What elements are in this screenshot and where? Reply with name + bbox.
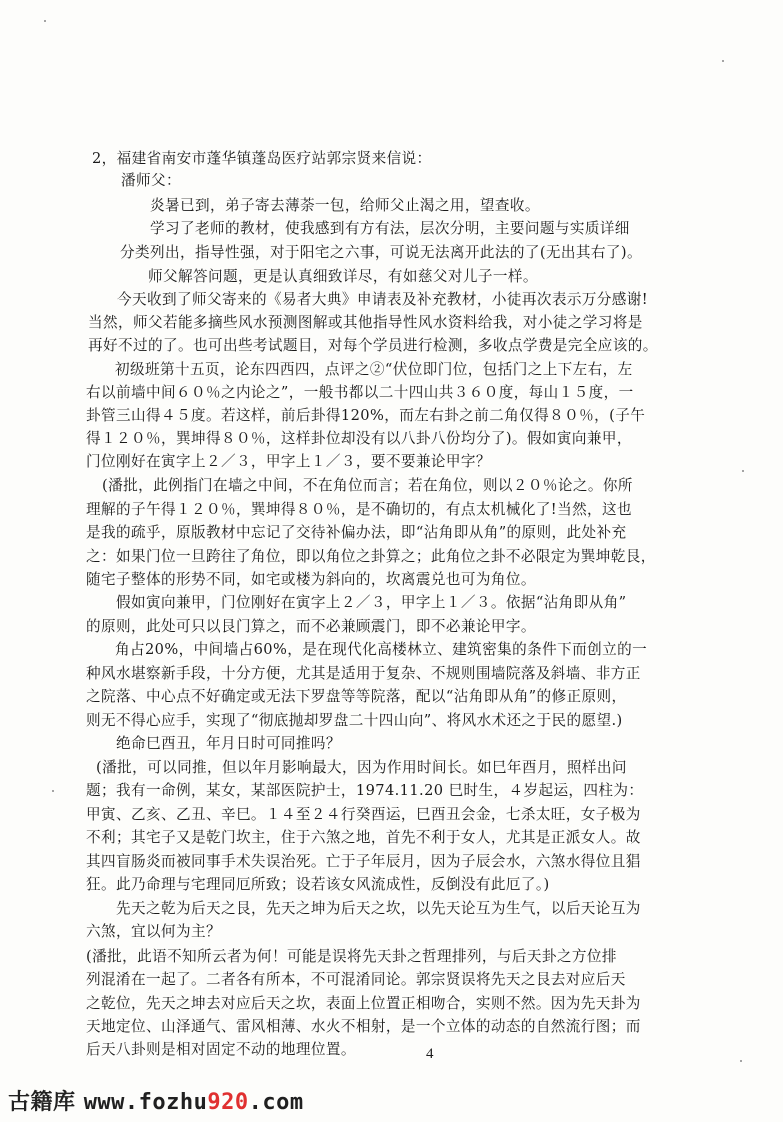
text-line: 假如寅向兼甲，门位刚好在寅字上２／３，甲字上１／３。依据“沾角即从角” bbox=[116, 594, 627, 611]
text-line: 初级班第十五页，论东四西四，点评之②“伏位即门位，包括门之上下左右，左 bbox=[115, 361, 633, 378]
text-line: 当然，师父若能多摘些风水预测图解或其他指导性风水资料给我，对小徒之学习将是 bbox=[88, 314, 643, 331]
watermark bbox=[8, 1085, 304, 1116]
watermark-url-prefix: www.fozhu bbox=[83, 1090, 208, 1115]
text-line: 得１２０％，巽坤得８０％，这样卦位却没有以八卦八份均分了)。假如寅向兼甲， bbox=[86, 430, 632, 447]
scan-speck bbox=[740, 1060, 742, 1062]
text-line: 先天之乾为后天之艮，先天之坤为后天之坎，以先天论互为生气，以后天论互为 bbox=[116, 900, 641, 917]
text-line: 是我的疏乎，原版教材中忘记了交待补偏办法，即“沾角即从角”的原则，此处补充 bbox=[86, 524, 627, 541]
text-line: 师父解答问题，更是认真细致详尽，有如慈父对儿子一样。 bbox=[148, 268, 538, 285]
text-line: 题；我有一命例，某女，某部医院护士，1974.11.20 巳时生，４岁起运，四柱为： bbox=[86, 782, 644, 799]
text-line: 卦管三山得４５度。若这样，前后卦得120%，而左右卦之前二角仅得８０％，(子午 bbox=[86, 407, 646, 424]
text-line: 列混淆在一起了。二者各有所本，不可混淆同论。郭宗贤误将先天之艮去对应后天 bbox=[86, 971, 626, 988]
text-line: (潘批，可以同推，但以年月影响最大，因为作用时间长。如巳年酉月，照样出问 bbox=[96, 759, 627, 776]
text-line: 之：如果门位一旦跨往了角位，即以角位之卦算之；此角位之卦不必限定为巽坤乾艮， bbox=[86, 548, 656, 565]
text-line: 分类列出，指导性强，对于阳宅之六事，可说无法离开此法的了(无出其右了)。 bbox=[120, 244, 642, 261]
text-line: 随宅子整体的形势不同，如宅或楼为斜向的，坎离震兑也可为角位。 bbox=[86, 571, 536, 588]
text-line: 狂。此乃命理与宅理同厄所致；设若该女风流成性，反倒没有此厄了。) bbox=[86, 876, 550, 893]
text-line: 绝命巳酉丑，年月日时可同推吗？ bbox=[116, 735, 341, 752]
text-line: 右以前墙中间６０％之内论之”，一般书都以二十四山共３６０度，每山１５度，一 bbox=[86, 384, 634, 401]
text-line: 不利；其宅子又是乾门坎主，住于六煞之地，首先不利于女人，尤其是正派女人。故 bbox=[86, 829, 641, 846]
text-line: 2，福建省南安市蓬华镇蓬岛医疗站郭宗贤来信说： bbox=[92, 150, 432, 167]
text-line: 的原则，此处可只以艮门算之，而不必兼顾震门，即不必兼论甲字。 bbox=[86, 618, 536, 635]
scan-speck bbox=[722, 60, 724, 62]
scan-speck bbox=[52, 790, 54, 792]
text-line: 甲寅、乙亥、乙丑、辛巳。１４至２４行癸酉运，巳酉丑会金，七杀太旺，女子极为 bbox=[86, 806, 641, 823]
text-line: 之院落、中心点不好确定或无法下罗盘等等院落，配以“沾角即从角”的修正原则， bbox=[86, 688, 627, 705]
text-line: (潘批，此例指门在墙之中间，不在角位而言；若在角位，则以２０％论之。你所 bbox=[102, 477, 633, 494]
text-line: 今天收到了师父寄来的《易者大典》申请表及补充教材，小徒再次表示万分感谢! bbox=[117, 291, 649, 308]
watermark-url-suffix: .com bbox=[248, 1090, 304, 1115]
text-line: 潘师父： bbox=[121, 172, 181, 189]
text-line: 则无不得心应手，实现了“彻底抛却罗盘二十四山向”、将风水术还之于民的愿望.) bbox=[86, 712, 623, 729]
watermark-url-number: 920 bbox=[207, 1090, 249, 1115]
text-line: 再好不过的了。也可出些考试题目，对每个学员进行检测，多收点学费是完全应该的。 bbox=[88, 337, 658, 354]
text-line: 六煞，宜以何为主？ bbox=[86, 923, 221, 940]
text-line: 角占20%，中间墙占60%，是在现代化高楼林立、建筑密集的条件下而创立的一 bbox=[115, 641, 648, 658]
text-line: 门位刚好在寅字上２／３，甲字上１／３，要不要兼论甲字？ bbox=[86, 453, 491, 470]
scan-speck bbox=[44, 20, 46, 22]
text-line: 天地定位、山泽通气、雷风相薄、水火不相射，是一个立体的动态的自然流行图；而 bbox=[86, 1018, 641, 1035]
text-line: 炎暑已到，弟子寄去薄荼一包，给师父止渴之用，望查收。 bbox=[150, 197, 540, 214]
text-line: 理解的子午得１２０％，巽坤得８０％，是不确切的，有点太机械化了!当然，这也 bbox=[86, 501, 633, 518]
text-line: 其四盲肠炎而被同事手术失误治死。亡于子年辰月，因为子辰会水，六煞水得位且猖 bbox=[86, 853, 641, 870]
text-line: 后天八卦则是相对固定不动的地理位置。 bbox=[86, 1041, 356, 1058]
text-line: 种风水堪察新手段，十分方便，尤其是适用于复杂、不规则围墙院落及斜墙、非方正 bbox=[86, 665, 641, 682]
text-line: 之乾位，先天之坤去对应后天之坎，表面上位置正相吻合，实则不然。因为先天卦为 bbox=[86, 995, 641, 1012]
page-number: 4 bbox=[426, 1046, 434, 1062]
text-line: (潘批，此语不知所云者为何！可能是误将先天卦之哲理排列，与后天卦之方位排 bbox=[86, 948, 617, 965]
scan-speck bbox=[742, 470, 744, 472]
watermark-site-name: 古籍库 bbox=[8, 1090, 76, 1115]
text-line: 学习了老师的教材，使我感到有方有法，层次分明，主要问题与实质详细 bbox=[150, 220, 630, 237]
